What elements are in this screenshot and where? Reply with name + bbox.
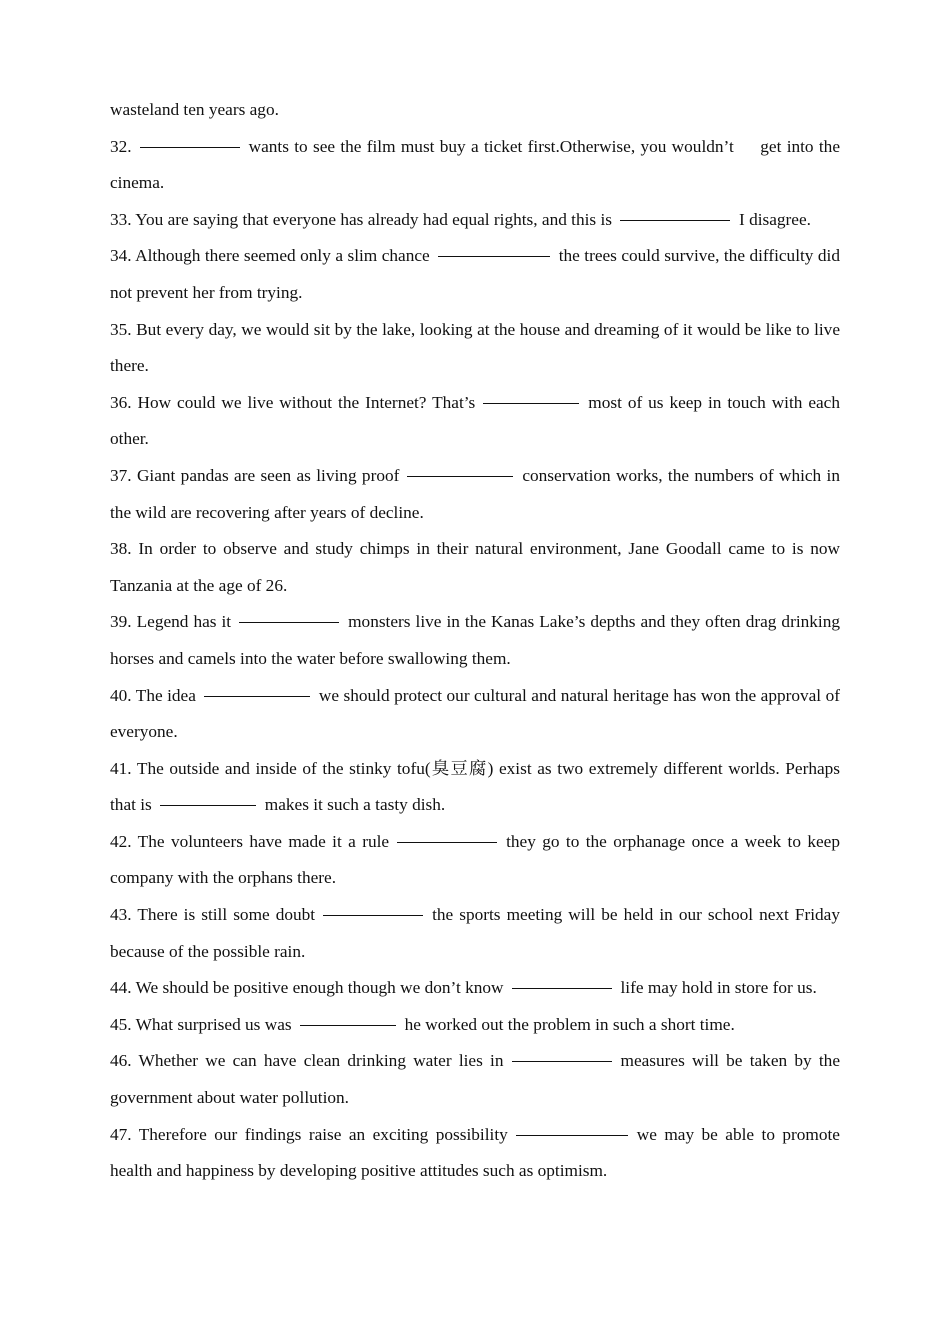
answer-blank-43[interactable] [323, 914, 423, 916]
question-text: 42. The volunteers have made it a rule [110, 831, 390, 851]
answer-blank-46[interactable] [512, 1060, 612, 1062]
question-46 [110, 1043, 840, 1116]
question-text: 41. The outside and inside of the stinky tofu(臭豆腐) exist as two extremely different worlds. Perhaps that is [110, 758, 840, 815]
question-38 [110, 531, 840, 604]
question-text: 32. [110, 136, 132, 156]
question-text: 37. Giant pandas are seen as living proof [110, 465, 400, 485]
question-text: most of us keep in touch with each other. [110, 392, 840, 449]
question-text: he worked out the problem in such a short time. [404, 1014, 735, 1034]
question-text: they go to the orphanage once a week to keep company with the orphans there. [110, 831, 840, 888]
question-33 [110, 202, 840, 239]
answer-blank-40[interactable] [204, 695, 310, 697]
question-text: wasteland ten years ago. [110, 100, 279, 119]
answer-blank-32[interactable] [140, 146, 240, 148]
question-32 [110, 129, 840, 202]
answer-blank-41[interactable] [160, 804, 256, 806]
question-42 [110, 824, 840, 897]
question-text: 47. Therefore our findings raise an exciting possibility [110, 1124, 508, 1144]
question-text: we may be able to promote health and happiness by developing positive attitudes such as optimism. [110, 1124, 840, 1181]
answer-blank-34[interactable] [438, 255, 550, 257]
answer-blank-37[interactable] [407, 475, 513, 477]
question-text: wants to see the film must buy a ticket first.Otherwise, you wouldn’t get into the cinema. [110, 136, 840, 193]
question-text: I disagree. [739, 209, 811, 229]
question-text: life may hold in store for us. [620, 978, 817, 998]
question-45 [110, 1007, 840, 1044]
question-text: 43. There is still some doubt [110, 905, 316, 925]
question-text: 46. Whether we can have clean drinking water lies in [110, 1051, 504, 1071]
question-40 [110, 678, 840, 751]
question-36 [110, 385, 840, 458]
question-31-continuation [110, 92, 840, 129]
question-text: 36. How could we live without the Internet? That’s [110, 392, 476, 412]
question-text: we should protect our cultural and natural heritage has won the approval of everyone. [110, 685, 840, 742]
question-text: 40. The idea [110, 685, 196, 705]
exercise-page [110, 92, 840, 1190]
question-text: 45. What surprised us was [110, 1014, 292, 1034]
answer-blank-45[interactable] [300, 1024, 396, 1026]
question-text: monsters live in the Kanas Lake’s depths and they often drag drinking horses and camels into the water before swallowing them. [110, 612, 840, 668]
answer-blank-39[interactable] [239, 621, 339, 623]
question-44 [110, 970, 840, 1007]
question-text: the trees could survive, the difficulty did not prevent her from trying. [110, 246, 840, 302]
question-47 [110, 1117, 840, 1190]
question-text: 39. Legend has it [110, 612, 232, 632]
answer-blank-44[interactable] [512, 987, 612, 989]
answer-blank-47[interactable] [516, 1134, 628, 1136]
question-text: 34. Although there seemed only a slim chance [110, 246, 430, 266]
question-text: the sports meeting will be held in our school next Friday because of the possible rain. [110, 905, 840, 961]
question-text: conservation works, the numbers of which in the wild are recovering after years of decline. [110, 465, 840, 522]
question-text: measures will be taken by the government about water pollution. [110, 1051, 840, 1108]
question-text: makes it such a tasty dish. [264, 795, 446, 815]
question-text: 33. You are saying that everyone has already had equal rights, and this is [110, 209, 612, 229]
answer-blank-33[interactable] [620, 219, 730, 221]
question-34 [110, 238, 840, 311]
question-37 [110, 458, 840, 531]
question-text: 44. We should be positive enough though we don’t know [110, 978, 504, 998]
question-39 [110, 604, 840, 677]
question-43 [110, 897, 840, 970]
answer-blank-36[interactable] [483, 402, 579, 404]
question-35 [110, 312, 840, 385]
question-41 [110, 751, 840, 824]
question-text: 35. But every day, we would sit by the lake, looking at the house and dreaming of it would be like to live there. [110, 319, 840, 376]
answer-blank-42[interactable] [397, 841, 497, 843]
question-text: 38. In order to observe and study chimps in their natural environment, Jane Goodall came to is now Tanzania at the age of 26. [110, 539, 840, 595]
